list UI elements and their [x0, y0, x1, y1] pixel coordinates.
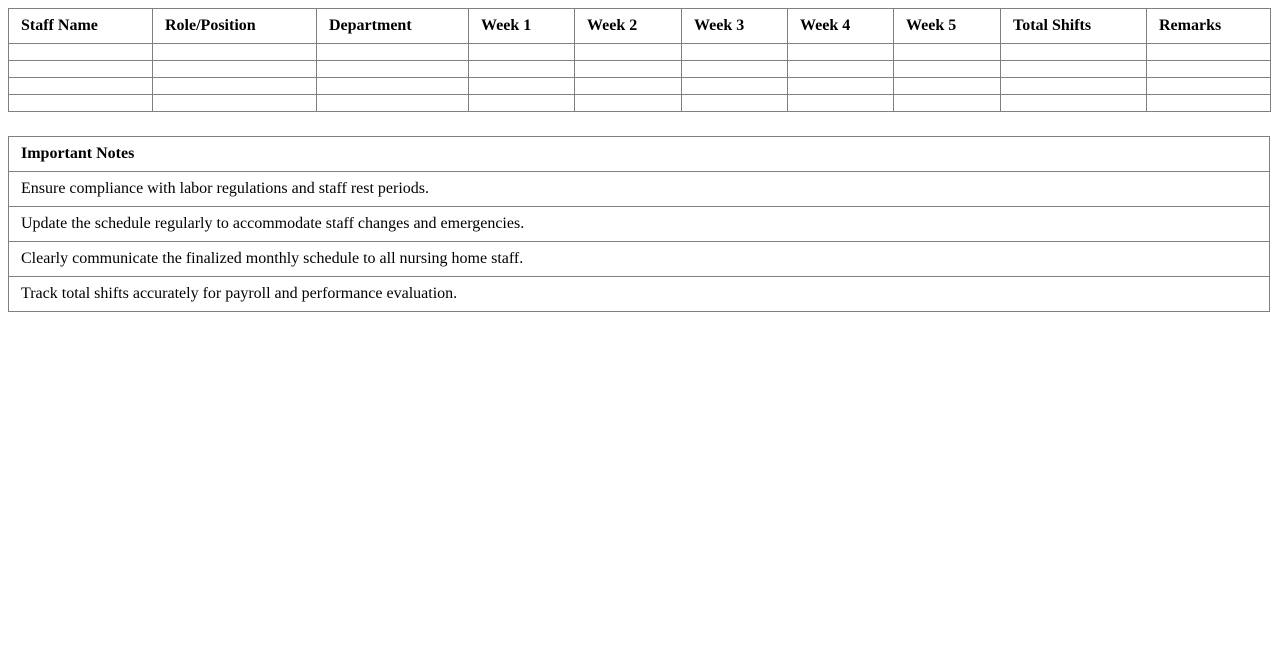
table-cell[interactable] [317, 78, 469, 95]
note-text: Update the schedule regularly to accommodate staff changes and emergencies. [9, 207, 1270, 242]
column-header-week-5: Week 5 [894, 9, 1001, 44]
column-header-week-3: Week 3 [682, 9, 788, 44]
list-item [9, 277, 1270, 312]
table-cell[interactable] [1001, 78, 1147, 95]
table-cell[interactable] [788, 61, 894, 78]
table-cell[interactable] [1147, 95, 1271, 112]
table-cell[interactable] [153, 78, 317, 95]
table-cell[interactable] [469, 95, 575, 112]
table-cell[interactable] [575, 78, 682, 95]
notes-header [9, 137, 1270, 172]
table-row [9, 44, 1271, 61]
schedule-header-row [9, 9, 1271, 44]
table-cell[interactable] [153, 95, 317, 112]
schedule-header [9, 9, 1271, 44]
table-cell[interactable] [9, 95, 153, 112]
table-cell[interactable] [317, 95, 469, 112]
list-item [9, 242, 1270, 277]
table-cell[interactable] [788, 95, 894, 112]
table-cell[interactable] [788, 78, 894, 95]
table-cell[interactable] [1147, 78, 1271, 95]
table-cell[interactable] [469, 61, 575, 78]
table-cell[interactable] [682, 78, 788, 95]
table-cell[interactable] [469, 44, 575, 61]
column-header-staff-name: Staff Name [9, 9, 153, 44]
column-header-total-shifts: Total Shifts [1001, 9, 1147, 44]
list-item [9, 172, 1270, 207]
table-cell[interactable] [575, 95, 682, 112]
table-cell[interactable] [575, 61, 682, 78]
table-cell[interactable] [1001, 61, 1147, 78]
note-text: Ensure compliance with labor regulations and staff rest periods. [9, 172, 1270, 207]
table-row [9, 61, 1271, 78]
table-cell[interactable] [1001, 95, 1147, 112]
column-header-remarks: Remarks [1147, 9, 1271, 44]
table-cell[interactable] [894, 61, 1001, 78]
table-cell[interactable] [9, 61, 153, 78]
list-item [9, 207, 1270, 242]
column-header-role-position: Role/Position [153, 9, 317, 44]
staff-schedule-table [8, 8, 1271, 112]
table-cell[interactable] [682, 95, 788, 112]
column-header-week-2: Week 2 [575, 9, 682, 44]
column-header-week-4: Week 4 [788, 9, 894, 44]
table-cell[interactable] [894, 44, 1001, 61]
table-cell[interactable] [894, 95, 1001, 112]
table-cell[interactable] [1147, 61, 1271, 78]
table-cell[interactable] [317, 61, 469, 78]
table-row [9, 78, 1271, 95]
schedule-body [9, 44, 1271, 112]
table-cell[interactable] [682, 44, 788, 61]
notes-body [9, 172, 1270, 312]
note-text: Clearly communicate the finalized monthly schedule to all nursing home staff. [9, 242, 1270, 277]
table-cell[interactable] [153, 61, 317, 78]
important-notes-table [8, 136, 1270, 312]
table-cell[interactable] [317, 44, 469, 61]
table-cell[interactable] [469, 78, 575, 95]
note-text: Track total shifts accurately for payroll and performance evaluation. [9, 277, 1270, 312]
table-cell[interactable] [153, 44, 317, 61]
table-cell[interactable] [575, 44, 682, 61]
notes-header-row [9, 137, 1270, 172]
table-cell[interactable] [9, 44, 153, 61]
table-cell[interactable] [894, 78, 1001, 95]
column-header-department: Department [317, 9, 469, 44]
table-cell[interactable] [1001, 44, 1147, 61]
table-cell[interactable] [682, 61, 788, 78]
column-header-week-1: Week 1 [469, 9, 575, 44]
table-cell[interactable] [9, 78, 153, 95]
table-cell[interactable] [1147, 44, 1271, 61]
notes-title: Important Notes [9, 137, 1270, 172]
table-row [9, 95, 1271, 112]
table-cell[interactable] [788, 44, 894, 61]
